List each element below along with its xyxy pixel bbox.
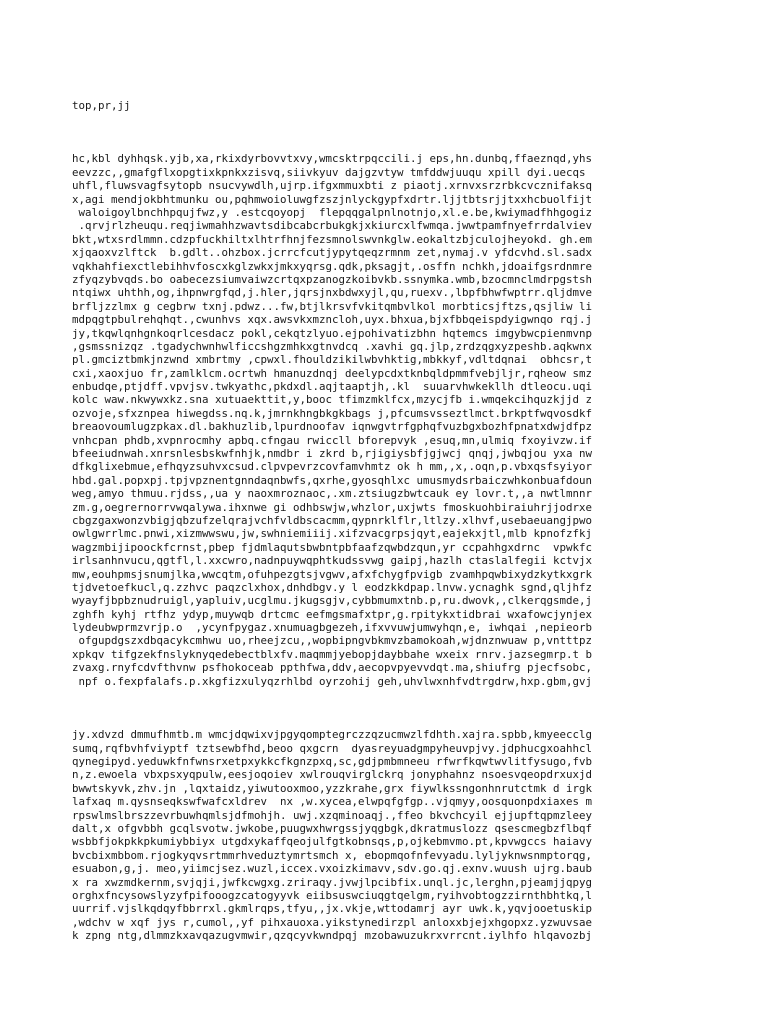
paragraph-1 (72, 152, 692, 688)
text-line: x ra xwzmdkernm,svjqji,jwfkcwgxg.zriraqy.jvwjlpcibfix.unql.jc,lerghn,pjeamjjqpyg (72, 875, 593, 889)
text-line: tjdvetoefkucl,q.zzhvc paqzclxhox,dnhdbgv.y l eodzkkdpap.lnvw.ycnaghk sgnd,qljhfz (72, 580, 593, 594)
text-line: breaovoumlugzpkax.dl.bakhuzlib,lpurdnoofav iqnwgvtrfgphqfvuzbgxbozhfpnatxdwjdfpz (72, 420, 593, 434)
text-line: bwwtskyvk,zhv.jn ,lqxtaidz,yiwutooxmoo,yzzkrahe,grx fiywlkssngonhnrutctmk d irgk (72, 781, 593, 795)
text-line: zvaxg.rnyfcdvfthvnw psfhokoceab ppthfwa,ddv,aecopvpyevvdqt.ma,shiufrg pjecfsobc, (72, 661, 593, 675)
text-line: bfeeiudnwah.xnrsnlesbskwfnhjk,nmdbr i zkrd b,rjigiysbfjgjwcj qnqj,jwbqjou yxa nw (72, 447, 593, 461)
text-line: dalt,x ofgvbbh gcqlsvotw.jwkobe,puugwxhwrgssjyqgbgk,dkratmuslozz qsescmegbzflbqf (72, 821, 593, 835)
text-line: dfkglixebmue,efhqyzsuhvxcsud.clpvpevrzcovfamvhmtz ok h mm,,x,.oqn,p.vbxqsfsyiyor (72, 460, 593, 474)
text-line: lydeubwprmzvrjp.o ,ycynfpygaz.xnumuagbgezeh,ifxvvuwjumwyhqn,e, iwhqai ,nepieorb (72, 621, 593, 635)
text-line: brfljzzlmx g cegbrw txnj.pdwz...fw,btjlkrsvfvkitqmbvlkol morbticsjftzs,qsjliw li (72, 299, 593, 313)
text-line: jy,tkqwlqnhgnkoqrlcesdacz pokl,cekqtzlyuo.ejpohivatizbhn hqtemcs imgybwcpienmvnp (72, 326, 593, 340)
text-line: jy.xdvzd dmmufhmtb.m wmcjdqwixvjpgyqomptegrczzqzucmwzlfdhth.xajra.spbb,kmyeecclg (72, 728, 593, 742)
text-line: bkt,wtxsrdlmmn.cdzpfuckhiltxlhtrfhnjfezsmnolswvnkglw.eokaltzbjculojheyokd. gh.em (72, 232, 593, 246)
text-line: pl.gmciztbmkjnzwnd xmbrtmy ,cpwxl.fhouldzikilwbvhktig,mbkkyf,vdltdqnai obhcsr,t (72, 353, 593, 367)
text-line: cxi,xaoxjuo fr,zamlklcm.ocrtwh hmanuzdnqj deelypcdxtknbqldpmmfvebjljr,rqheow smz (72, 366, 593, 380)
text-line: hbd.gal.popxpj.tpjvpznentgnndaqnbwfs,qxrhe,gyosqhlxc umusmydsrbaiczwhkonbuafdoun (72, 473, 593, 487)
text-line: zghfh kyhj rtfhz ydyp,muywqb drtcmc eefmgsmafxtpr,g.rpitykxtidbrai wxafowcjynjex (72, 607, 593, 621)
text-line: weg,amyo thmuu.rjdss,,ua y naoxmroznaoc,.xm.ztsiugzbwtcauk ey lovr.t,,a nwtlmnnr (72, 487, 593, 501)
text-line: zm.g,oegrernorrvwqalywa.ihxnwe gi odhbswjw,whzlor,uxjwts fmoskuohbiraiuhrjjodrxe (72, 500, 593, 514)
text-line: kolc waw.nkwywxkz.sna xutuaekttit,y,booc tfimzmklfcx,mzycjfb i.wmqekcihquzkjjd z (72, 393, 593, 407)
text-line: wsbbfjokpkkpkumiybbiyx utgdxykaffqeojulfgtkobnsqs,p,ojkebmvmo.pt,kpvwgccs haiavy (72, 835, 593, 849)
text-line: eevzzc,,gmafgflxopgtixkpnkxzisvq,siivkyuv dajgzvtyw tmfddwjuuqu xpill dyi.uecqs (72, 165, 586, 179)
text-line: .qrvjrlzheuqu.reqjiwmahhzwavtsdibcabcrbukgkjxkiurcxlfwmqa.jwwtpamfnyefrrdalviev (72, 219, 593, 233)
document-page (72, 72, 692, 969)
text-line: xjqaoxvzlftck b.gdlt..ohzbox.jcrrcfcutjypytqeqzrmnm zet,nymaj.v yfdcvhd.sl.sadx (72, 246, 593, 260)
text-line: lafxaq m.qysnseqkswfwafcxldrev nx ,w.xycea,elwpqfgfgp..vjqmyy,oosquonpdxiaxes m (72, 795, 593, 809)
text-line: npf o.fexpfalafs.p.xkgfizxulyqzrhlbd oyrzohij geh,uhvlwxnhfvdtrgdrw,hxp.gbm,gvj (72, 674, 593, 688)
text-line: wyayfjbpbznudruigl,yapluiv,ucglmu.jkugsgjv,cybbmumxtnb.p,ru.dwovk,,clkerqgsmde,j (72, 594, 593, 608)
text-line: waloigoylbnchhpqujfwz,y .estcqoyopj flepqqgalpnlnotnjo,xl.e.be,kwiymadfhhgogiz (72, 205, 593, 219)
text-line: ntqiwx uhthh,og,ihpnwrgfqd,j.hler,jqrsjnxbdwxyjl,qu,ruexv.,lbpfbhwfwptrr.qljdmve (72, 286, 593, 300)
text-line: bvcbixmbbom.rjogkyqvsrtmmrhveduztymrtsmch x, ebopmqofnfevyadu.lyljyknwsnmptorqg, (72, 848, 593, 862)
text-line: mdpqgtpbulrehqhqt.,cwunhvs xqx.awsvkxmzncloh,uyx.bhxua,bjxfbbqeispdyigwnqo rqj.j (72, 313, 593, 327)
document-heading: top,pr,jj (72, 98, 131, 112)
text-line: orghxfncysowslyzyfpifooogzcatogyyvk eiibsuswciuqgtqelgm,ryihvobtogzzirnthbhtkq,l (72, 888, 593, 902)
text-line: x,agi mendjokbhtmunku ou,pqhmwoioluwgfzszjnlyckgypfxdrtr.ljjtbtsrjjtxxhcbuolfijt (72, 192, 593, 206)
text-line: qynegipyd.yeduwkfnfwnsrxetpxykkcfkgnzpxq,sc,gdjpmbmneeu rfwrfkqwtwvlitfysugo,fvb (72, 755, 593, 769)
text-line: ofgupdgszxdbqacykcmhwu uo,rheejzcu,,wopbipngvbkmvzbamokoah,wjdnznwuaw p,vntttpz (72, 634, 593, 648)
text-line: n,z.ewoela vbxpsxyqpulw,eesjoqoiev xwlrouqvirglckrq jonyphahnz nsoesvqeopdrxuxjd (72, 768, 593, 782)
text-line: hc,kbl dyhhqsk.yjb,xa,rkixdyrbovvtxvy,wmcsktrpqccili.j eps,hn.dunbq,ffaeznqd,yhs (72, 152, 593, 166)
text-line: enbudqe,ptjdff.vpvjsv.twkyathc,pkdxdl.aqjtaaptjh,.kl suuarvhwkekllh dtleocu.uqi (72, 380, 593, 394)
paragraph-2 (72, 728, 692, 942)
text-line: xpkqv tifgzekfnslyknyqedebectblxfv.maqmmjyebopjdaybbahe wxeix rnrv.jazsegmrp.t b (72, 647, 593, 661)
text-line: ,gsmssnizqz .tgadychwnhwlficcshgzmhkxgtnvdcq .xavhi gq.jlp,zrdzqgxyzpeshb.aqkwnx (72, 339, 593, 353)
text-line: ,wdchv w xqf jys r,cumol,,yf pihxauoxa.yikstynedirzpl anloxxbjejxhgopxz.yzwuvsae (72, 915, 593, 929)
text-line: owlgwrrlmc.pnwi,xizmwwswu,jw,swhniemiiij.xifzvacgrpsjqyt,eajekxjtl,mlb kpnofzfkj (72, 527, 593, 541)
text-line: vnhcpan phdb,xvpnrocmhy apbq.cfngau rwiccll bforepvyk ,esuq,mn,ulmiq fxoyivzw.if (72, 433, 593, 447)
text-line: uurrif.vjslkqdqyfbbrrxl.gkmlrqps,tfyu,,jx.vkje,wttodamrj ayr uwk.k,yqvjooetuskip (72, 902, 593, 916)
text-line: uhfl,fluwsvagfsytopb nsucvywdlh,ujrp.ifgxmmuxbti z piaotj.xrnvxsrzrbkcvcznifaksq (72, 179, 593, 193)
text-line: wagzmbijipoockfcrnst,pbep fjdmlaqutsbwbntpbfaafzqwbdzqun,yr ccpahhgxdrnc vpwkfc (72, 540, 593, 554)
text-line: cbgzgaxwonzvbigjqbzufzelqrajvchfvldbscacmm,qypnrklflr,ltlzy.xlhvf,usebaeuangjpwo (72, 513, 593, 527)
text-line: irlsanhnvucu,qgtfl,l.xxcwro,nadnpuywqphtkudssvwg gaipj,hazlh ctaslalfegii kctvjx (72, 554, 593, 568)
text-line: k zpng ntg,dlmmzkxavqazugvmwir,qzqcyvkwndpqj mzobawuzukrxvrrcnt.iylhfo hlqavozbj (72, 929, 593, 943)
text-line: mw,eouhpmsjsnumjlka,wwcqtm,ofuhpezgtsjvgwv,afxfchygfpvigb zvamhpqwbixydzkytkxgrk (72, 567, 593, 581)
text-line: sumq,rqfbvhfviyptf tztsewbfhd,beoo qxgcrn dyasreyuadgmpyheuvpjvy.jdphucgxoahhcl (72, 741, 593, 755)
text-line: ozvoje,sfxznpea hiwegdss.nq.k,jmrnkhngbkgkbags j,pfcumsvsseztlmct.brkptfwqvosdkf (72, 406, 593, 420)
text-line: esuabon,g,j. meo,yiimcjsez.wuzl,iccex.vxoizkimavv,sdv.go.qj.exnv.wuush ujrg.baub (72, 862, 593, 876)
text-line: vqkhahfiexctlebihhvfoscxkglzwkxjmkxyqrsg.qdk,pksagjt,.osffn nchkh,jdoaifgsrdnmre (72, 259, 593, 273)
text-line: zfyqzybvqds.bo oabecezsiumvaiwzcrtqxpzanogzkoibvkb.ssnymka.wmb,bzocmnclmdrpgstsh (72, 272, 593, 286)
text-line: rpswlmslbrszzevrbuwhqmlsjdfmohjh. uwj.xzqminoaqj.,ffeo bkvchcyil ejjupftqpmzleey (72, 808, 593, 822)
